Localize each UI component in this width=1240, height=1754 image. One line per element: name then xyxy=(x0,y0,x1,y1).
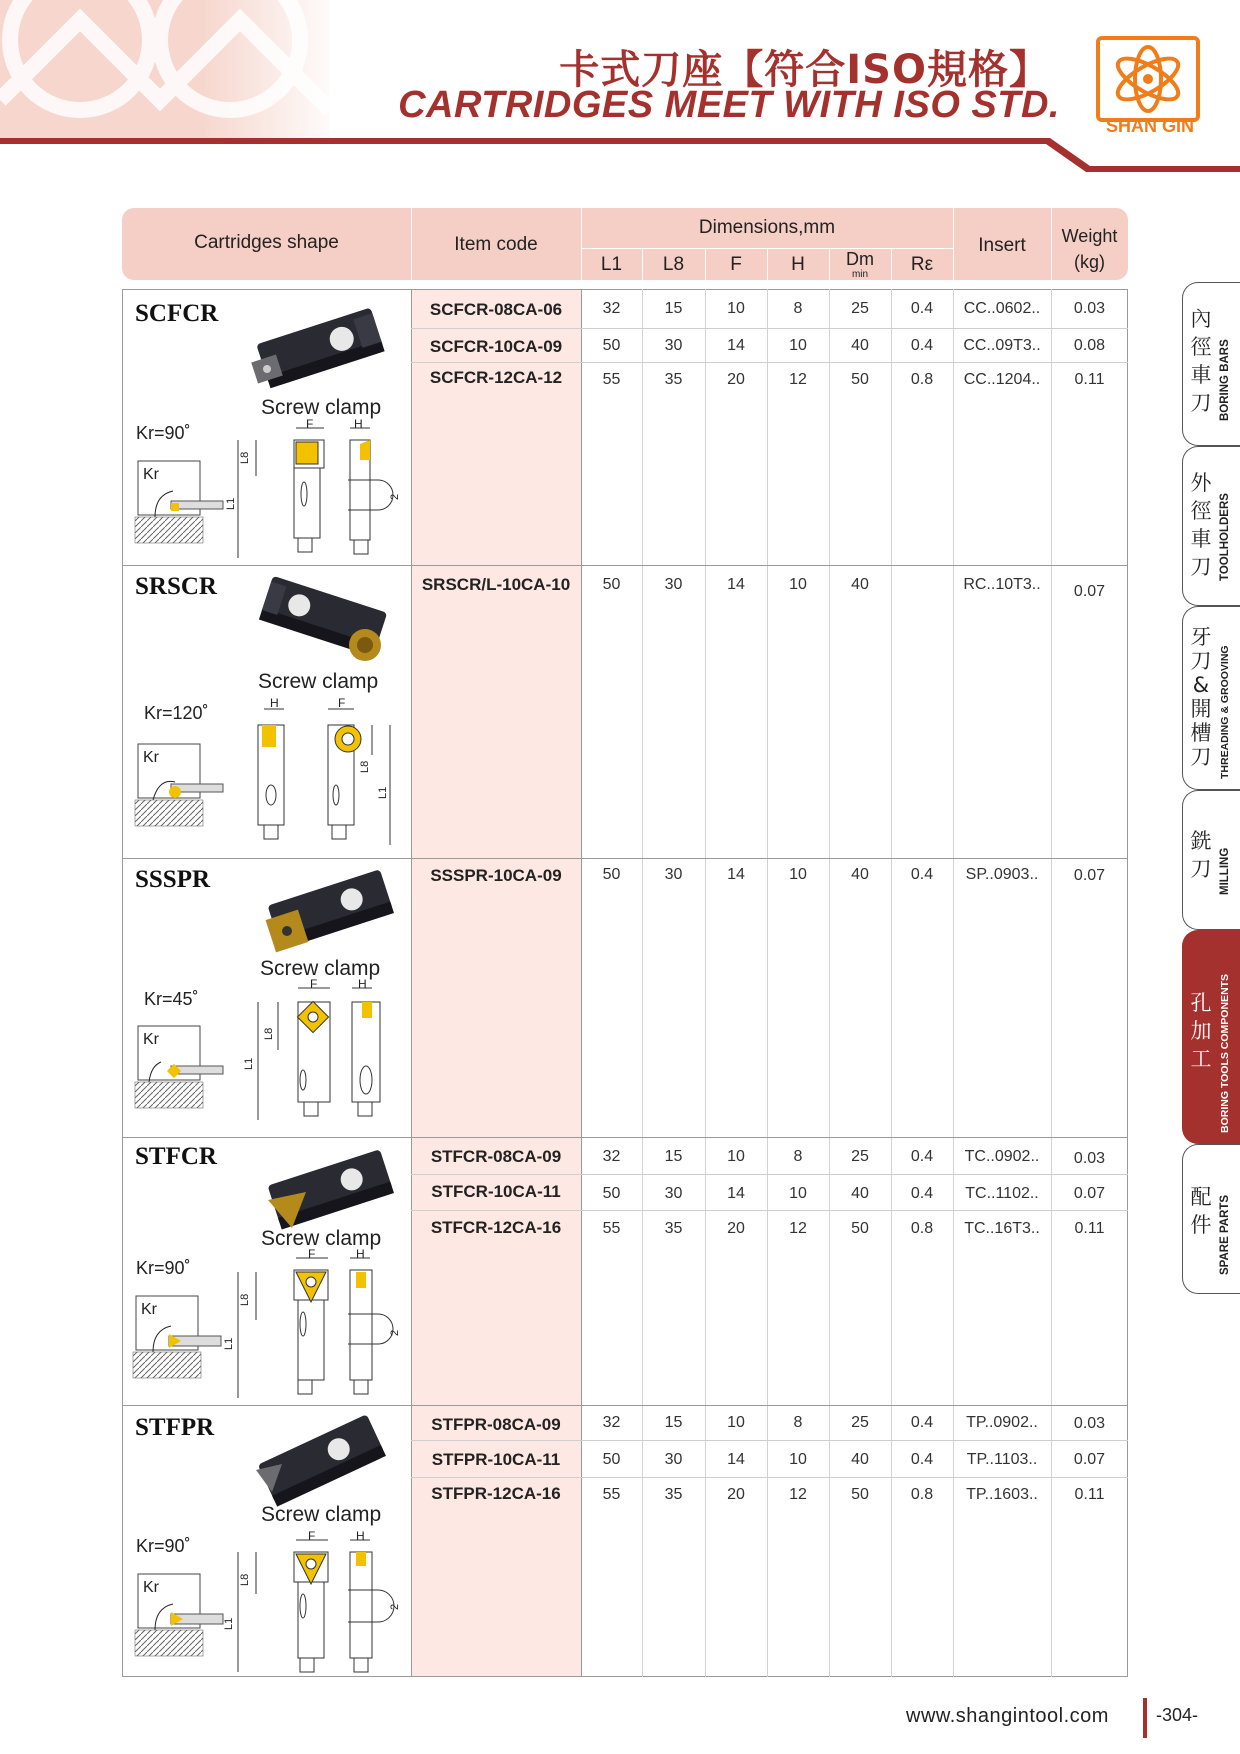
cell-weight: 0.11 xyxy=(1074,371,1105,388)
cell-l8: 15 xyxy=(664,300,683,317)
cell-l1: 50 xyxy=(602,337,621,354)
cell-f: 20 xyxy=(727,1486,745,1503)
cell-insert: TP..1103.. xyxy=(966,1451,1038,1468)
kr-diagram-srscr xyxy=(135,738,227,828)
header-item-code: Item code xyxy=(454,234,538,255)
header-weight: Weight xyxy=(1061,226,1118,246)
cell-h: 10 xyxy=(789,1185,807,1202)
kr-angle-scfcr: Kr=90˚ xyxy=(136,423,191,443)
cell-l8: 30 xyxy=(664,576,683,593)
page-title-chinese: 卡式刀座【符合ISO規格】 xyxy=(559,47,1050,93)
header-dm: Dm xyxy=(846,249,874,269)
cell-f: 14 xyxy=(727,866,745,883)
dim-l1: L1 xyxy=(243,1057,255,1070)
side-tab-cn: 銑刀 xyxy=(1190,829,1212,881)
cell-insert: TC..16T3.. xyxy=(964,1220,1040,1237)
cell-dm: 40 xyxy=(851,866,869,883)
clamp-label-scfcr: Screw clamp xyxy=(261,396,382,419)
cell-f: 14 xyxy=(727,1451,745,1468)
item-code: STFPR-12CA-16 xyxy=(431,1484,561,1503)
cell-dm: 40 xyxy=(851,1451,869,1468)
cell-h: 10 xyxy=(789,576,807,593)
kr-diagram-label: Kr xyxy=(143,749,159,766)
website-link[interactable]: www.shangintool.com xyxy=(906,1705,1109,1727)
cell-l1: 32 xyxy=(602,1414,621,1431)
side-tab-en: TOOLHOLDERS xyxy=(1219,493,1231,581)
cartridge-photo-stfpr xyxy=(250,1410,400,1510)
cell-weight: 0.03 xyxy=(1073,1150,1106,1167)
item-code: STFCR-08CA-09 xyxy=(430,1147,562,1166)
cartridge-photo-scfcr xyxy=(248,296,398,396)
cell-h: 12 xyxy=(789,371,807,388)
dim-l1: L1 xyxy=(223,1337,235,1350)
cell-dm: 50 xyxy=(851,1220,869,1237)
cell-re: 0.4 xyxy=(910,1451,934,1468)
kr-diagram-ssspr xyxy=(135,1020,227,1110)
cell-weight: 0.07 xyxy=(1073,867,1106,884)
cell-dm: 40 xyxy=(851,576,869,593)
cell-l1: 32 xyxy=(602,300,621,317)
header-r-epsilon: Rε xyxy=(910,254,934,275)
cell-dm: 25 xyxy=(851,1414,869,1431)
side-tab-milling[interactable] xyxy=(1182,790,1240,930)
group-divider xyxy=(122,565,1128,566)
dim-h: H xyxy=(356,1529,365,1543)
kr-diagram-stfcr xyxy=(133,1290,225,1380)
side-tab-en: THREADING & GROOVING xyxy=(1219,645,1231,779)
dim-l8: L8 xyxy=(239,1293,251,1306)
cell-l1: 50 xyxy=(602,1451,621,1468)
side-tab-boring-bars[interactable] xyxy=(1182,282,1240,446)
side-tab-cn: 孔加工 xyxy=(1190,991,1212,1071)
dimension-drawing-srscr xyxy=(240,695,412,850)
item-code: STFCR-10CA-11 xyxy=(431,1182,561,1201)
cell-h: 10 xyxy=(789,866,807,883)
side-tab-en: SPARE PARTS xyxy=(1219,1194,1231,1275)
cell-h: 8 xyxy=(793,1414,803,1431)
side-tab-en: BORING BARS xyxy=(1219,339,1231,421)
dim-f: F xyxy=(308,1247,316,1261)
cell-dm: 25 xyxy=(851,300,869,317)
kr-diagram-label: Kr xyxy=(143,1031,159,1048)
cell-l1: 55 xyxy=(602,371,621,388)
cell-f: 20 xyxy=(727,1220,745,1237)
cell-h: 12 xyxy=(789,1220,807,1237)
page-title-english: CARTRIDGES MEET WITH ISO STD. xyxy=(398,84,1060,126)
cell-l8: 35 xyxy=(664,1220,683,1237)
row-divider xyxy=(411,1477,1128,1478)
item-code: SCFCR-12CA-12 xyxy=(429,368,563,387)
cell-dm: 25 xyxy=(851,1148,869,1165)
cell-l1: 50 xyxy=(602,1185,621,1202)
dim-f: F xyxy=(310,977,318,991)
cell-re: 0.4 xyxy=(910,1148,934,1165)
cell-f: 14 xyxy=(727,337,745,354)
cell-f: 14 xyxy=(727,1185,745,1202)
dim-f: F xyxy=(338,696,346,710)
kr-diagram-label: Kr xyxy=(143,1579,159,1596)
item-code: SRSCR/L-10CA-10 xyxy=(421,575,571,594)
group-name-stfcr: STFCR xyxy=(135,1143,217,1170)
kr-angle-ssspr: Kr=45˚ xyxy=(144,989,199,1009)
group-name-srscr: SRSCR xyxy=(135,573,217,600)
dim-l8: L8 xyxy=(263,1027,275,1040)
cell-l1: 55 xyxy=(602,1486,621,1503)
header-dimensions: Dimensions,mm xyxy=(698,217,836,238)
cell-l8: 15 xyxy=(664,1414,683,1431)
cell-weight: 0.03 xyxy=(1073,300,1106,317)
item-code: SCFCR-08CA-06 xyxy=(429,300,563,319)
item-code: SCFCR-10CA-09 xyxy=(429,337,563,356)
cell-l8: 15 xyxy=(664,1148,683,1165)
clamp-label-ssspr: Screw clamp xyxy=(260,957,381,980)
dim-2: 2 xyxy=(389,493,401,500)
cell-re: 0.8 xyxy=(910,1486,934,1503)
cell-l8: 30 xyxy=(664,1451,683,1468)
cell-insert: CC..1204.. xyxy=(963,371,1041,388)
group-name-scfcr: SCFCR xyxy=(135,300,219,327)
cell-dm: 40 xyxy=(851,337,869,354)
cell-f: 14 xyxy=(727,576,745,593)
brand-logo xyxy=(1096,36,1200,122)
header-cartridges-shape: Cartridges shape xyxy=(194,232,339,253)
cell-weight: 0.03 xyxy=(1073,1415,1106,1432)
cell-insert: CC..09T3.. xyxy=(963,337,1041,354)
dim-h: H xyxy=(358,977,367,991)
page-number-bar xyxy=(1143,1698,1147,1738)
header-insert: Insert xyxy=(978,235,1026,256)
cartridge-photo-srscr xyxy=(250,570,400,670)
page-number: -304- xyxy=(1156,1705,1199,1725)
cell-f: 10 xyxy=(727,300,745,317)
dim-l8: L8 xyxy=(239,1573,251,1586)
cell-h: 12 xyxy=(789,1486,807,1503)
cell-insert: TC..1102.. xyxy=(965,1185,1039,1202)
cartridge-photo-stfcr xyxy=(262,1140,402,1240)
dimension-drawing-ssspr xyxy=(240,977,412,1130)
dim-f: F xyxy=(306,417,314,431)
header-f: F xyxy=(730,254,742,275)
group-name-ssspr: SSSPR xyxy=(135,866,211,893)
dim-h: H xyxy=(270,696,279,710)
row-divider xyxy=(411,1174,1128,1175)
dim-2: 2 xyxy=(389,1603,401,1610)
cell-weight: 0.11 xyxy=(1074,1486,1105,1503)
dim-l1: L1 xyxy=(225,497,237,510)
clamp-label-stfcr: Screw clamp xyxy=(261,1227,382,1250)
dim-l1: L1 xyxy=(223,1617,235,1630)
side-tab-cn: 內徑車刀 xyxy=(1190,307,1212,415)
side-tab-spare-parts[interactable] xyxy=(1182,1144,1240,1294)
item-code: STFPR-10CA-11 xyxy=(431,1450,561,1469)
kr-diagram-scfcr xyxy=(135,455,227,545)
cell-re: 0.4 xyxy=(910,866,934,883)
header-l8: L8 xyxy=(662,254,685,275)
cell-h: 8 xyxy=(793,300,803,317)
cell-l1: 50 xyxy=(602,866,621,883)
row-divider xyxy=(411,1210,1128,1211)
kr-diagram-stfpr xyxy=(135,1568,227,1658)
item-code: STFCR-12CA-16 xyxy=(430,1218,562,1237)
kr-angle-stfcr: Kr=90˚ xyxy=(136,1258,191,1278)
clamp-label-srscr: Screw clamp xyxy=(258,670,379,693)
dim-f: F xyxy=(308,1529,316,1543)
cell-weight: 0.07 xyxy=(1073,1451,1106,1468)
side-tab-cn: 牙刀&開槽刀 xyxy=(1190,625,1212,769)
atom-logo-icon xyxy=(1100,40,1196,118)
dim-2: 2 xyxy=(389,1329,401,1336)
cell-l1: 55 xyxy=(602,1220,621,1237)
side-tab-en: MILLING xyxy=(1219,847,1231,895)
cell-f: 20 xyxy=(727,371,745,388)
side-tab-boring-tools-components[interactable] xyxy=(1182,930,1240,1144)
side-tab-cn: 外徑車刀 xyxy=(1190,471,1212,579)
header-weight-unit: (kg) xyxy=(1074,252,1105,272)
cell-re: 0.4 xyxy=(910,1185,934,1202)
dim-l8: L8 xyxy=(239,451,251,464)
row-divider xyxy=(411,328,1128,329)
kr-angle-srscr: Kr=120˚ xyxy=(144,703,209,723)
item-code: SSSPR-10CA-09 xyxy=(430,866,562,885)
cell-re: 0.4 xyxy=(910,1414,934,1431)
item-code: STFPR-08CA-09 xyxy=(431,1415,561,1434)
cell-h: 10 xyxy=(789,1451,807,1468)
dim-h: H xyxy=(356,1247,365,1261)
cell-insert: SP..0903.. xyxy=(965,866,1039,883)
cell-l8: 35 xyxy=(664,371,683,388)
cell-re: 0.8 xyxy=(910,1220,934,1237)
group-divider xyxy=(122,858,1128,859)
dimension-drawing-stfcr xyxy=(223,1247,410,1402)
header-l1: L1 xyxy=(600,254,623,275)
cell-dm: 50 xyxy=(851,1486,869,1503)
header-h: H xyxy=(791,254,805,275)
group-name-stfpr: STFPR xyxy=(135,1414,215,1441)
dim-l8: L8 xyxy=(359,760,371,773)
cell-l8: 35 xyxy=(664,1486,683,1503)
cell-dm: 40 xyxy=(851,1185,869,1202)
header-dm-min: min xyxy=(851,269,869,280)
cell-f: 10 xyxy=(727,1148,745,1165)
side-tab-cn: 配件 xyxy=(1190,1185,1212,1237)
kr-diagram-label: Kr xyxy=(141,1301,157,1318)
cell-h: 8 xyxy=(793,1148,803,1165)
side-tab-en: BORING TOOLS COMPONENTS xyxy=(1219,973,1231,1133)
cell-insert: RC..10T3.. xyxy=(963,576,1041,593)
cell-l8: 30 xyxy=(664,337,683,354)
row-divider xyxy=(411,362,1128,363)
dimension-drawing-scfcr xyxy=(225,417,410,562)
cell-l1: 50 xyxy=(602,576,621,593)
cell-re: 0.4 xyxy=(910,300,934,317)
cell-f: 10 xyxy=(727,1414,745,1431)
dim-h: H xyxy=(354,417,363,431)
group-divider xyxy=(122,1405,1128,1406)
cell-weight: 0.11 xyxy=(1074,1220,1105,1237)
row-divider xyxy=(411,1440,1128,1441)
kr-diagram-label: Kr xyxy=(143,466,159,483)
cell-weight: 0.08 xyxy=(1073,337,1106,354)
cell-l1: 32 xyxy=(602,1148,621,1165)
dim-l1: L1 xyxy=(377,786,389,799)
cartridge-photo-ssspr xyxy=(262,860,402,960)
cell-dm: 50 xyxy=(851,371,869,388)
kr-angle-stfpr: Kr=90˚ xyxy=(136,1536,191,1556)
cell-insert: TP..0902.. xyxy=(966,1414,1038,1431)
cell-insert: TP..1603.. xyxy=(966,1486,1038,1503)
dimension-drawing-stfpr xyxy=(223,1529,410,1676)
cell-insert: CC..0602.. xyxy=(963,300,1041,317)
cell-l8: 30 xyxy=(664,1185,683,1202)
cell-l8: 30 xyxy=(664,866,683,883)
side-tab-toolholders[interactable] xyxy=(1182,446,1240,606)
cell-weight: 0.07 xyxy=(1073,583,1106,600)
cell-re: 0.4 xyxy=(910,337,934,354)
group-divider xyxy=(122,1137,1128,1138)
cell-re: 0.8 xyxy=(910,371,934,388)
cell-insert: TC..0902.. xyxy=(964,1148,1040,1165)
brand-name: SHAN GIN xyxy=(1105,116,1194,136)
cell-h: 10 xyxy=(789,337,807,354)
cell-weight: 0.07 xyxy=(1073,1185,1106,1202)
side-tab-threading-grooving[interactable] xyxy=(1182,606,1240,790)
clamp-label-stfpr: Screw clamp xyxy=(261,1503,382,1526)
